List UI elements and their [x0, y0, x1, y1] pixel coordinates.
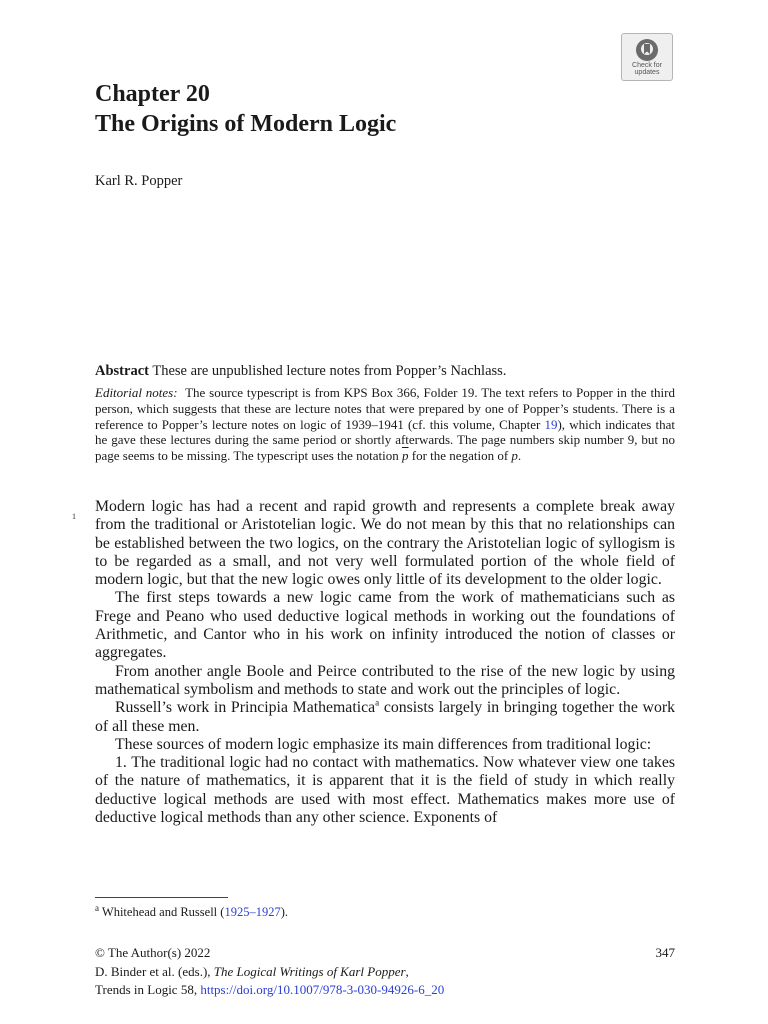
paragraph-3: From another angle Boole and Peirce contributed to the rise of the new logic by using mathematical symbolism and methods to state and work out the principles of logic.	[95, 662, 675, 698]
book-citation	[95, 963, 444, 982]
citation-comma: ,	[405, 963, 409, 979]
editorial-text-3: for the negation of	[408, 448, 512, 464]
series: Trends in Logic 58,	[95, 982, 201, 997]
paragraph-4-part-1: Russell’s work in Principia Mathematica	[115, 699, 376, 717]
publication-info	[95, 944, 444, 1000]
editorial-notes	[95, 385, 675, 464]
editorial-label: Editorial notes:	[95, 385, 178, 400]
footnote-end: ).	[280, 905, 288, 919]
footnote-marker-a[interactable]: a	[375, 698, 380, 708]
chapter-19-link[interactable]: 19	[544, 416, 558, 432]
negation-notation: $\overline{p}$	[402, 448, 409, 464]
variable-p: p	[511, 448, 518, 464]
editorial-text-1: The source typescript is from KPS Box 366, Folder 19. The text refers to Popper in the third person, which suggests that these are lecture notes that were prepared by one of Popper’s students. There is a reference to Popper’s lecture notes on logic of 1939–1941 (cf. this volume, Chapter	[95, 385, 675, 432]
paragraph-5: These sources of modern logic emphasize its main differences from traditional logic:	[115, 735, 652, 753]
doi-link[interactable]: https://doi.org/10.1007/978-3-030-94926-6_20	[200, 982, 445, 997]
footnote-text: Whitehead and Russell (	[99, 905, 225, 919]
book-title: The Logical Writings of Karl Popper	[213, 963, 406, 979]
badge-label-1: Check for	[632, 62, 662, 69]
paragraph-1: Modern logic has had a recent and rapid growth and represents a complete break away from the traditional or Aristotelian logic. We do not mean by this that no relationships can be established between the two logics, on the contrary the Aristotelian logic of syllogism is to be regarded as a small, and not very well formulated portion of the whole field of modern logic, but that the new logic owes only little of its development to the older logic.	[95, 498, 675, 589]
editorial-text-4: .	[517, 448, 522, 464]
bookmark-icon	[635, 38, 659, 62]
margin-line-number: 1	[72, 512, 76, 521]
footnote-divider	[95, 897, 228, 898]
paragraph-4	[95, 699, 675, 736]
author-name: Karl R. Popper	[95, 173, 183, 189]
abstract-text: These are unpublished lecture notes from Popper’s Nachlass.	[152, 363, 507, 379]
series-line	[95, 981, 444, 1000]
page-number: 347	[655, 945, 675, 960]
editorial-text-2: ), which indicates that he gave these lectures during the same period or shortly afterwards. The page numbers skip number 9, but no page seems to be missing. The typescript uses the notation	[95, 416, 675, 464]
paragraph-2: The first steps towards a new logic came from the work of mathematicians such as Frege and Peano who used deductive logical methods in working out the foundations of Arithmetic, and Cantor who in his work on infinity introduced the notion of classes or aggregates.	[95, 589, 675, 662]
paragraph-6: 1. The traditional logic had no contact with mathematics. Now whatever view one takes of the nature of mathematics, it is apparent that it is the field of study in which really deductive logical methods are used with most effect. Mathematics makes more use of deductive logical methods than any other science. Exponents of	[95, 754, 675, 827]
footnote	[95, 902, 288, 920]
check-for-updates-badge[interactable]	[621, 33, 673, 81]
chapter-number: Chapter 20	[95, 81, 210, 107]
chapter-title: The Origins of Modern Logic	[95, 111, 397, 137]
badge-label-2: updates	[634, 69, 660, 76]
paragraph-4-part-2: consists largely in bringing together the work of all these men.	[95, 699, 675, 735]
editors: D. Binder et al. (eds.),	[95, 963, 214, 979]
copyright: © The Author(s) 2022	[95, 945, 211, 960]
body-text	[95, 498, 675, 827]
footnote-ref-link[interactable]: 1925–1927	[224, 905, 281, 919]
abstract-label: Abstract	[95, 363, 149, 379]
abstract	[95, 362, 675, 380]
footnote-label: a	[95, 902, 99, 913]
